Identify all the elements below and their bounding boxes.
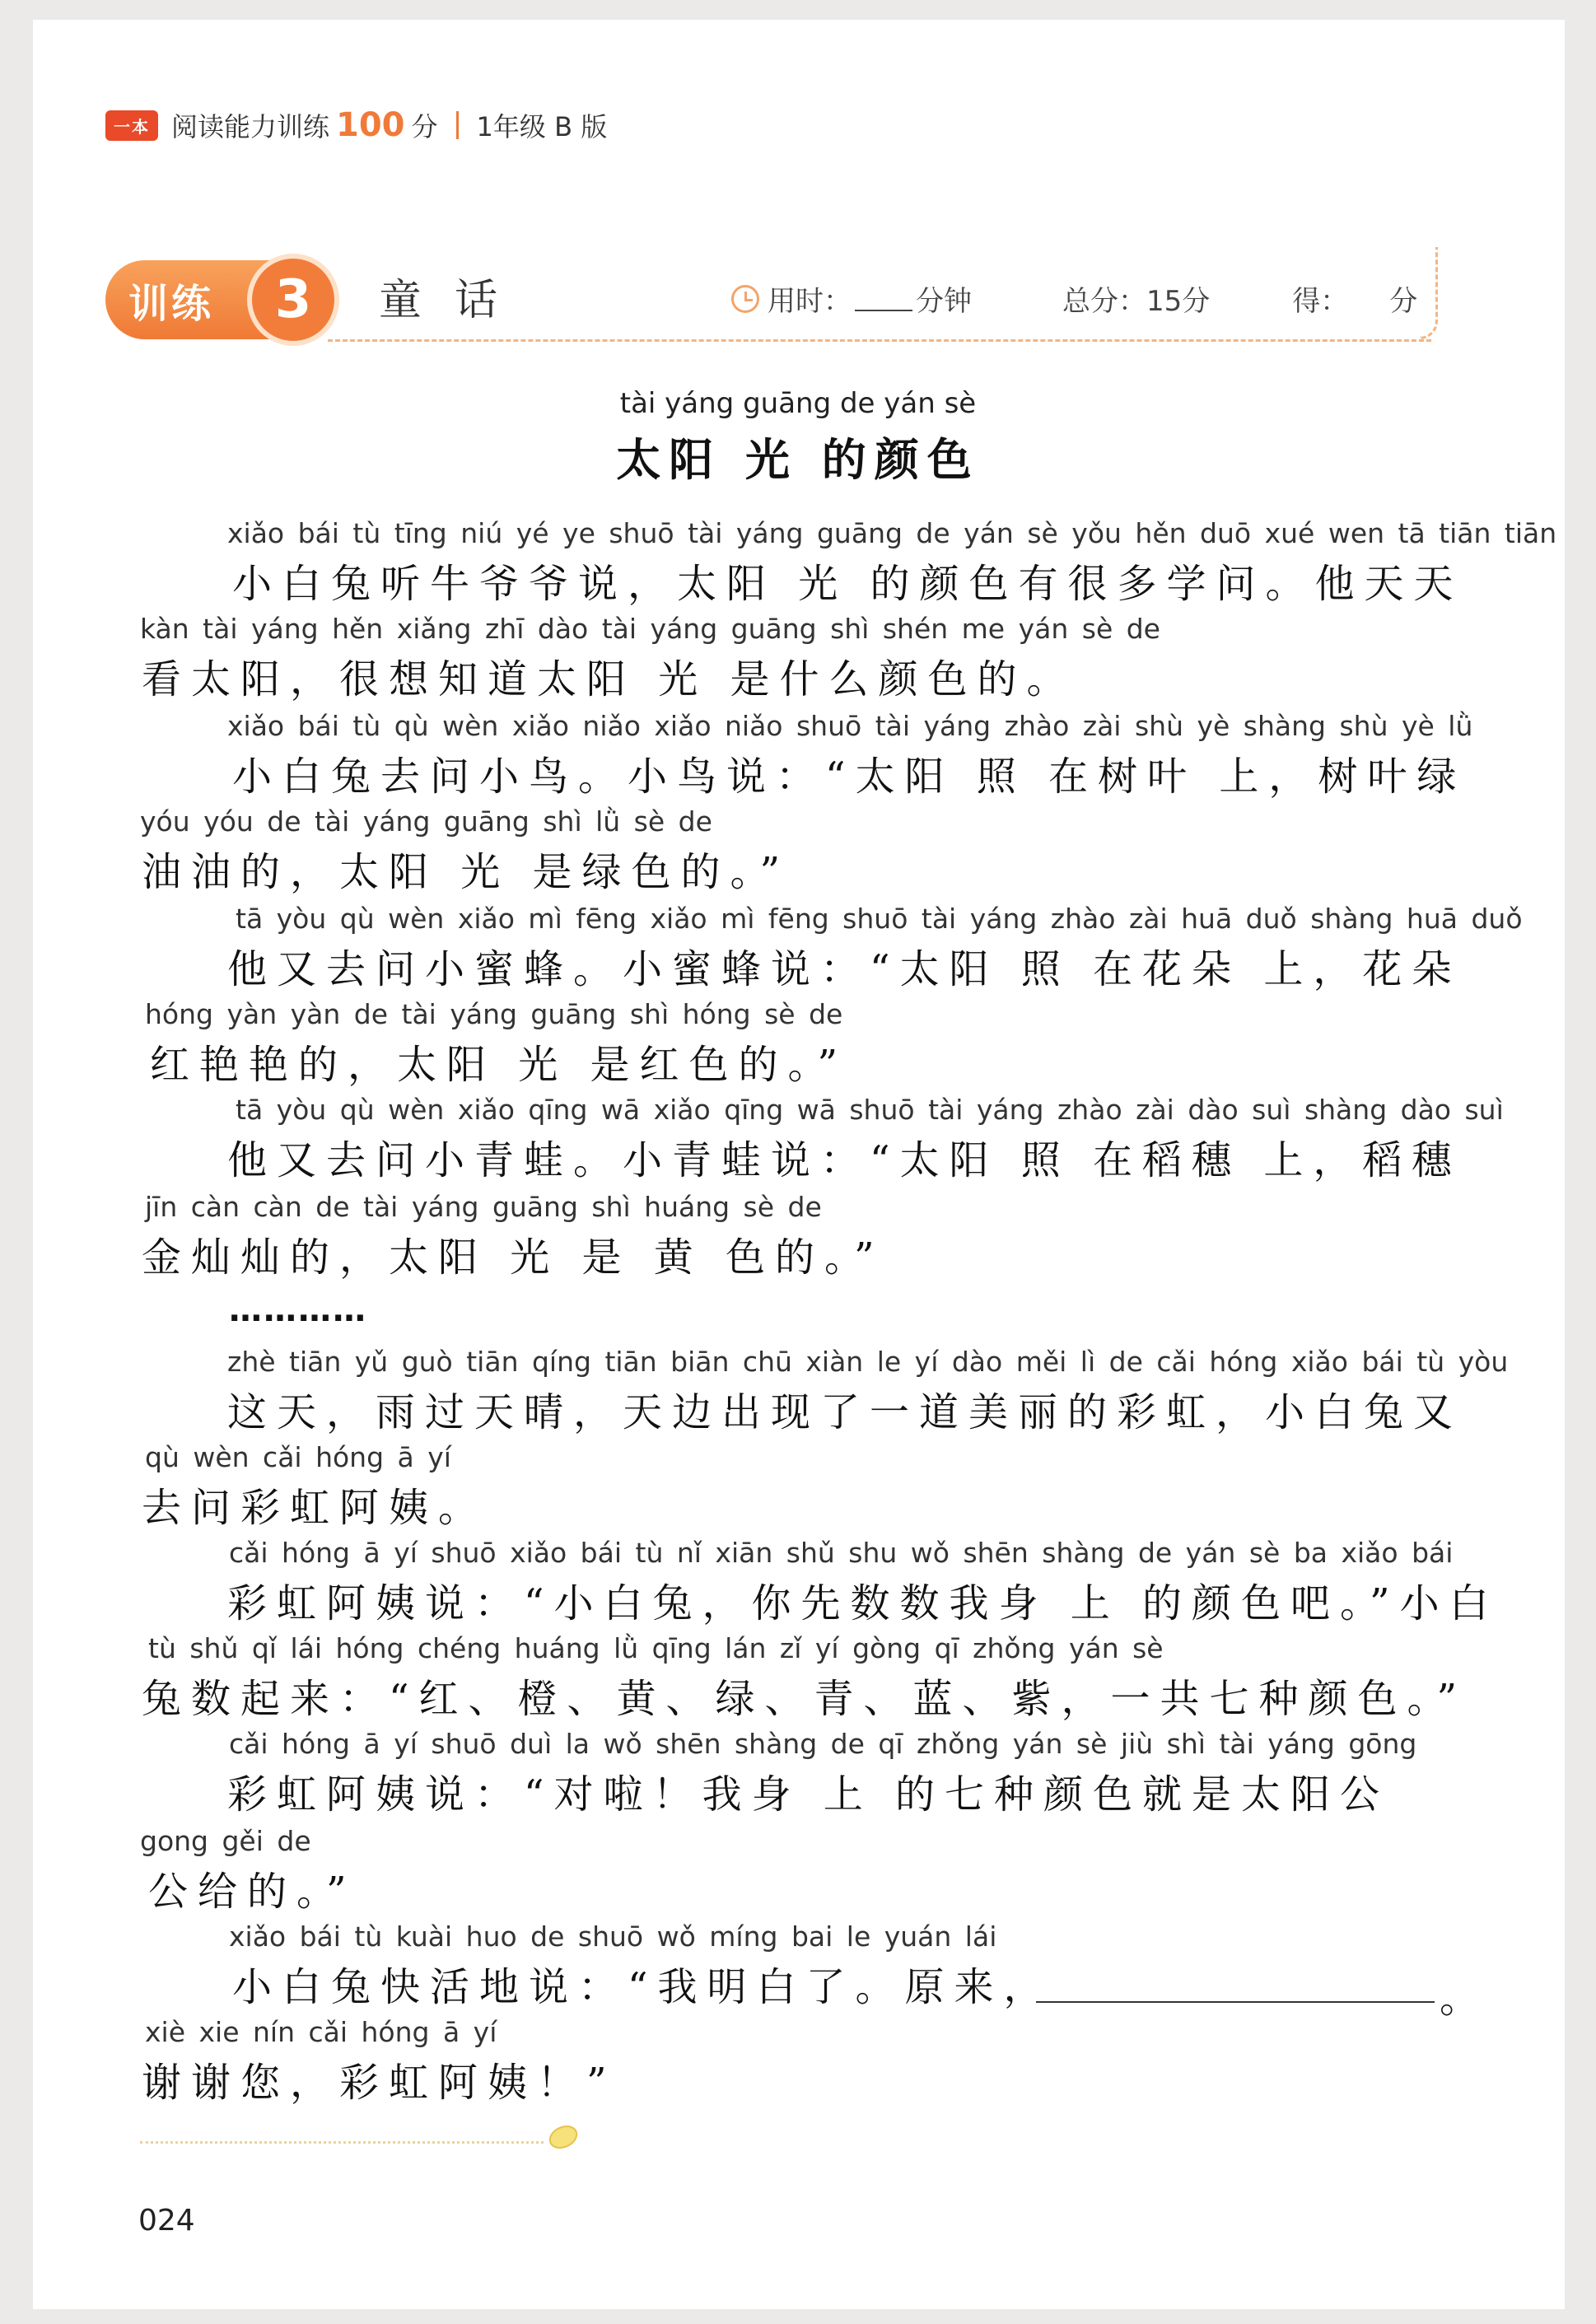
story-line: 红艳艳的，太阳 光 是红色的。”: [150, 1042, 848, 1088]
page-number: 024: [138, 2204, 195, 2238]
story-line: 彩虹阿姨说：“小白兔，你先数数我身 上 的颜色吧。”小白: [227, 1580, 1499, 1626]
pinyin-line: zhè tiān yǔ guò tiān qíng tiān biān chū xiàn le yí dào měi lì de cǎi hóng xiǎo bái tù yòu: [227, 1346, 1509, 1378]
pinyin-line: xiǎo bái tù tīng niú yé ye shuō tài yáng guāng de yán sè yǒu hěn duō xué wen tā tiān tiān: [227, 517, 1557, 549]
story-line: 去问彩虹阿姨。: [142, 1485, 488, 1531]
ellipsis: …………: [229, 1291, 367, 1329]
story-line: 兔数起来：“红、橙、黄、绿、青、蓝、紫，一共七种颜色。”: [142, 1676, 1468, 1722]
series-unit: 分: [411, 111, 438, 142]
story-title: 太阳 光 的颜色: [616, 433, 980, 486]
pinyin-line: gong gěi de: [140, 1825, 311, 1857]
header-divider: [456, 111, 459, 139]
story-line: 小白兔快活地说：“我明白了。原来，: [232, 1964, 1053, 2010]
pinyin-line: xiǎo bái tù qù wèn xiǎo niǎo xiǎo niǎo shuō tài yáng zhào zài shù yè shàng shù yè lǜ: [227, 710, 1473, 742]
story-line: 看太阳，很想知道太阳 光 是什么颜色的。: [142, 656, 1076, 702]
training-label: 训练: [128, 280, 215, 327]
series-title: 阅读能力训练: [171, 111, 330, 142]
training-number: 3: [247, 254, 339, 346]
answer-blank[interactable]: [1036, 2001, 1435, 2003]
series-score: 100: [336, 106, 405, 144]
story-line: 他又去问小蜜蜂。小蜜蜂说：“太阳 照 在花朵 上，花朵: [227, 946, 1462, 992]
pinyin-line: cǎi hóng ā yí shuō duì la wǒ shēn shàng de qī zhǒng yán sè jiù shì tài yáng gōng: [229, 1728, 1417, 1760]
pinyin-line: kàn tài yáng hěn xiǎng zhī dào tài yáng guāng shì shén me yán sè de: [140, 613, 1160, 645]
time-blank[interactable]: [855, 287, 912, 311]
story-line: 他又去问小青蛙。小青蛙说：“太阳 照 在稻穗 上，稻穗: [227, 1137, 1462, 1183]
story-line: 这天，雨过天晴，天边出现了一道美丽的彩虹，小白兔又: [227, 1389, 1463, 1435]
time-unit: 分钟: [916, 285, 972, 318]
score-unit: 分: [1389, 285, 1418, 318]
story-title-pinyin: tài yáng guāng de yán sè: [619, 387, 977, 420]
brand-logo: 一本: [105, 110, 158, 141]
total-score: 总分：15分: [1062, 285, 1211, 318]
pinyin-line: xiǎo bái tù kuài huo de shuō wǒ míng bai le yuán lái: [229, 1920, 997, 1953]
story-line: 油油的，太阳 光 是绿色的。”: [142, 849, 791, 895]
story-line: 公给的。”: [148, 1869, 357, 1915]
pinyin-line: tù shǔ qǐ lái hóng chéng huáng lǜ qīng lán zǐ yí gòng qī zhǒng yán sè: [148, 1632, 1164, 1664]
grade-edition: 1年级 B 版: [476, 111, 608, 142]
story-line: 小白兔听牛爷爷说，太阳 光 的颜色有很多学问。他天天: [232, 561, 1463, 607]
pinyin-line: cǎi hóng ā yí shuō xiǎo bái tù nǐ xiān shǔ shu wǒ shēn shàng de yán sè ba xiǎo bái: [229, 1537, 1454, 1569]
story-line: 谢谢您，彩虹阿姨！”: [142, 2060, 617, 2106]
book-header: [105, 105, 607, 145]
pinyin-line: qù wèn cǎi hóng ā yí: [145, 1441, 451, 1473]
banner-dashed-corner: [1420, 247, 1438, 339]
exercise-meta: [731, 278, 1417, 319]
pinyin-line: yóu yóu de tài yáng guāng shì lǜ sè de: [140, 805, 712, 838]
time-label: 用时：: [768, 285, 852, 318]
pinyin-line: jīn càn càn de tài yáng guāng shì huáng sè de: [145, 1191, 822, 1223]
score-label: 得：: [1292, 285, 1349, 318]
answer-period: 。: [1440, 1976, 1480, 2022]
story-line: 彩虹阿姨说：“对啦！我身 上 的七种颜色就是太阳公: [227, 1771, 1390, 1818]
pinyin-line: hóng yàn yàn de tài yáng guāng shì hóng sè de: [145, 998, 843, 1030]
training-banner: [105, 247, 1443, 354]
clock-icon: [731, 285, 759, 313]
pinyin-line: xiè xie nín cǎi hóng ā yí: [145, 2016, 497, 2048]
footer-dotted-rule: [140, 2141, 544, 2144]
pinyin-line: tā yòu qù wèn xiǎo mì fēng xiǎo mì fēng shuō tài yáng zhào zài huā duǒ shàng huā duǒ: [236, 903, 1523, 935]
story-line: 小白兔去问小鸟。小鸟说：“太阳 照 在树叶 上，树叶绿: [232, 754, 1467, 800]
genre-title: 童话: [379, 276, 531, 325]
banner-dashed-line: [328, 339, 1431, 342]
story-line: 金灿灿的，太阳 光 是 黄 色的。”: [142, 1234, 884, 1281]
pinyin-line: tā yòu qù wèn xiǎo qīng wā xiǎo qīng wā shuō tài yáng zhào zài dào suì shàng dào suì: [236, 1094, 1504, 1126]
